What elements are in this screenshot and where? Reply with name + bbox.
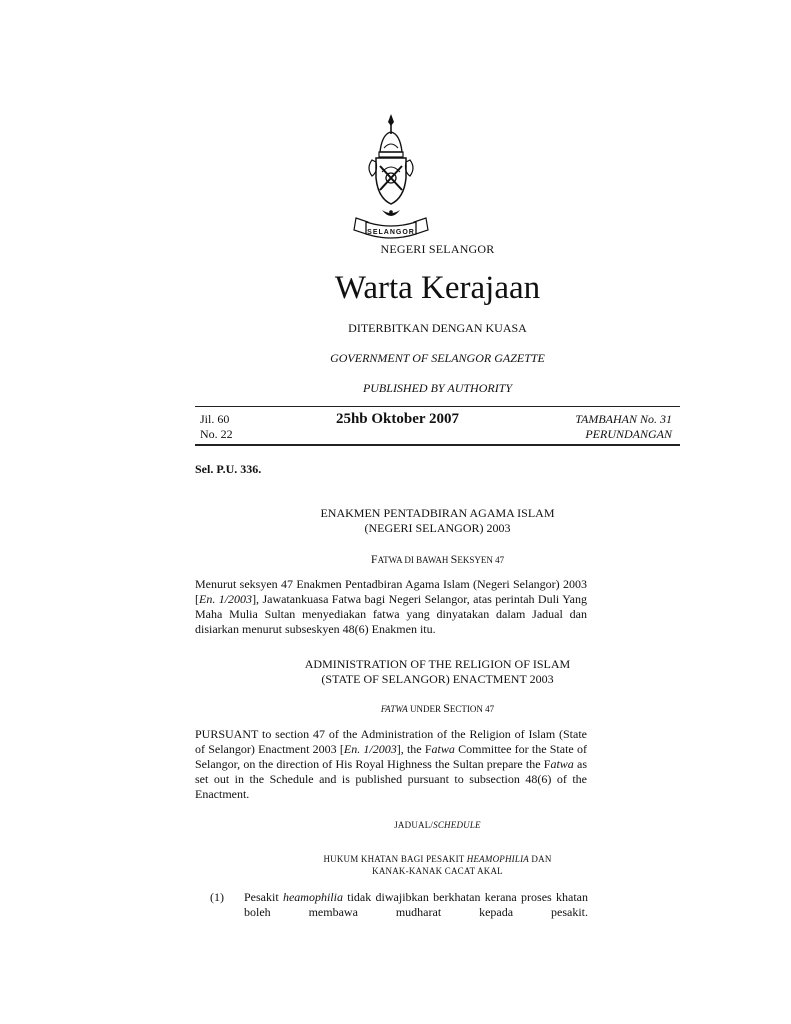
malay-heading-line-1: ENAKMEN PENTADBIRAN AGAMA ISLAM <box>320 506 555 520</box>
item-text: Pesakit heamophilia tidak diwajibkan berkhatan kerana proses khatan boleh membawa mudharat kepada pesakit. <box>244 890 588 919</box>
publication-reference: Sel. P.U. 336. <box>195 462 262 476</box>
topic-line-2: KANAK-KANAK CACAT AKAL <box>372 866 503 876</box>
supplement-number: TAMBAHAN No. 31 <box>575 412 672 426</box>
authority-malay: DITERBITKAN DENGAN KUASA <box>348 321 527 335</box>
schedule-heading: JADUAL/SCHEDULE <box>394 820 481 830</box>
gazette-english-title: GOVERNMENT OF SELANGOR GAZETTE <box>330 351 545 365</box>
authority-english: PUBLISHED BY AUTHORITY <box>362 381 513 395</box>
issue-date: 25hb Oktober 2007 <box>335 411 460 427</box>
gazette-title: Warta Kerajaan <box>334 270 541 306</box>
english-preamble: PURSUANT to section 47 of the Administration of the Religion of Islam (State of Selangor) Enactment 2003 [En. 1/2003], the Fatwa Committee for the State of Selangor, on the direction of His Royal Highness the Sultan prepare the Fatwa as set out in the Schedule and is published pursuant to subsection 48(6) of the Enactment. <box>195 727 587 801</box>
english-enactment-heading <box>195 657 680 687</box>
malay-subheading: FATWA DI BAWAH SEKSYEN 47 <box>370 552 505 566</box>
malay-heading-line-2: (NEGERI SELANGOR) 2003 <box>364 521 511 535</box>
item-number: (1) <box>210 890 224 904</box>
state-name: NEGERI SELANGOR <box>380 242 495 256</box>
malay-preamble: Menurut seksyen 47 Enakmen Pentadbiran Agama Islam (Negeri Selangor) 2003 [En. 1/2003], Jawatankuasa Fatwa bagi Negeri Selangor, atas perintah Duli Yang Maha Mulia Sultan menyediakan fatwa yang dinyatakan dalam Jadual dan disiarkan menurut subseskyen 48(6) Enakmen itu. <box>195 577 587 636</box>
masthead-bottom-rule <box>195 444 680 446</box>
volume: Jil. 60 <box>200 412 230 426</box>
selangor-crest-icon <box>346 112 436 242</box>
english-heading-line-1: ADMINISTRATION OF THE RELIGION OF ISLAM <box>304 657 571 671</box>
fatwa-topic-heading <box>195 853 680 877</box>
issue-number: No. 22 <box>200 427 233 441</box>
masthead-top-rule <box>195 406 680 407</box>
supplement-info <box>480 412 672 442</box>
english-heading-line-2: (STATE OF SELANGOR) ENACTMENT 2003 <box>321 672 554 686</box>
malay-enactment-heading <box>195 506 680 536</box>
english-subheading: FATWA UNDER SECTION 47 <box>380 701 495 715</box>
topic-line-1: HUKUM KHATAN BAGI PESAKIT HEAMOPHILIA DAN <box>323 854 552 864</box>
supplement-category: PERUNDANGAN <box>585 427 672 441</box>
crest-banner-text: SELANGOR <box>367 229 415 236</box>
